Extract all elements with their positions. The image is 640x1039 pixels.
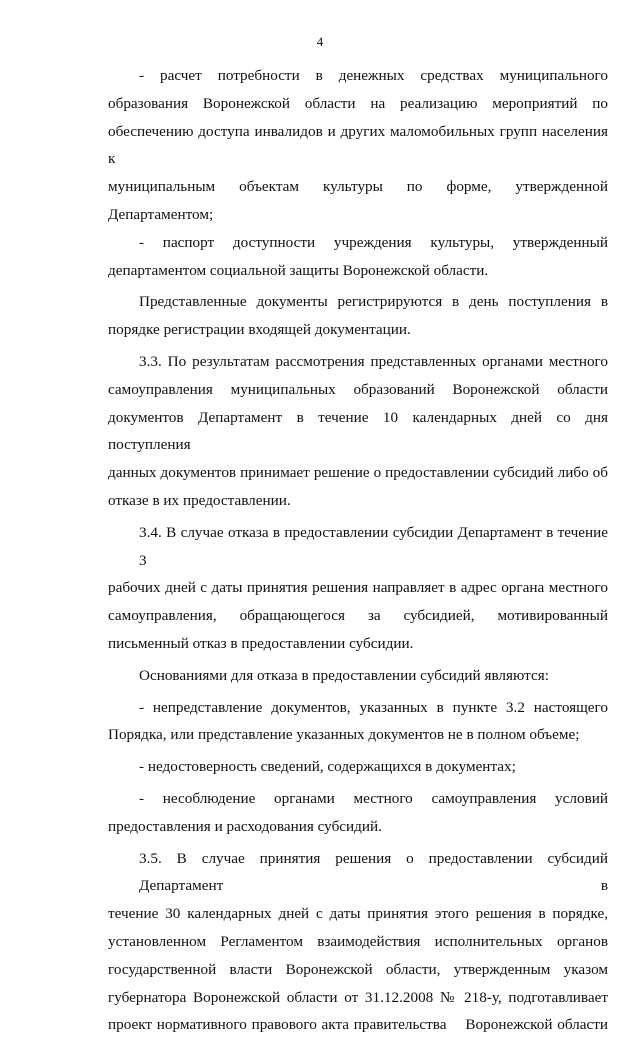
document-body [108,62,608,1039]
text-line: Представленные документы регистрируются в день поступления в [139,293,608,311]
paragraph-3-3 [108,348,608,515]
page-number: 4 [316,34,324,49]
text-line: департаментом социальной защиты Воронежской области. [108,261,489,279]
list-item-non-compliance [108,785,608,841]
text-line: предоставления и расходования субсидий. [108,817,382,835]
list-item-unreliable-info [108,753,608,781]
text-line: Основаниями для отказа в предоставлении субсидий являются: [139,666,549,684]
paragraph-refusal-grounds [108,662,608,690]
text-line: данных документов принимает решение о предоставлении субсидий либо об [108,464,608,482]
list-item-non-submission [108,694,608,750]
text-line: обеспечению доступа инвалидов и других маломобильных групп населения к [108,122,608,168]
text-line: документов Департамент в течение 10 календарных дней со дня поступления [108,408,608,454]
text-line: письменный отказ в предоставлении субсидии. [108,634,414,652]
text-line: - недостоверность сведений, содержащихся в документах; [139,758,516,776]
text-line: 3.3. По результатам рассмотрения представленных органами местного [139,352,608,370]
text-line: муниципальным объектам культуры по форме, утвержденной [108,178,608,196]
list-item-accessibility-passport [108,229,608,285]
text-line: течение 30 календарных дней с даты принятия этого решения в порядке, [108,905,608,923]
text-line: Порядка, или представление указанных документов не в полном объеме; [108,726,580,744]
text-line: - непредставление документов, указанных в пункте 3.2 настоящего [139,698,608,716]
list-item-need-calculation [108,62,608,229]
paragraph-3-4 [108,519,608,658]
text-line: самоуправления муниципальных образований Воронежской области [108,380,608,398]
text-line: самоуправления, обращающегося за субсидией, мотивированный [108,607,608,625]
text-line: порядке регистрации входящей документации. [108,321,411,339]
text-line-content: - расчет потребности в денежных средствах муниципального [139,67,608,84]
text-line: государственной власти Воронежской области, утвержденным указом [108,960,608,978]
paragraph-3-5 [108,845,608,1039]
paragraph-registration [108,288,608,344]
text-line: 3.5. В случае принятия решения о предоставлении субсидий Департамент в [139,849,608,895]
text-line: образования Воронежской области на реализацию мероприятий по [108,94,608,112]
text-line: установленном Регламентом взаимодействия исполнительных органов [108,932,608,950]
text-line: губернатора Воронежской области от 31.12.2008 № 218-у, подготавливает [108,988,608,1006]
text-line [108,62,608,90]
text-line: рабочих дней с даты принятия решения направляет в адрес органа местного [108,579,608,597]
text-line: - паспорт доступности учреждения культуры, утвержденный [139,233,608,251]
text-line: отказе в их предоставлении. [108,491,291,509]
text-line: Департаментом; [108,205,214,223]
text-line: 3.4. В случае отказа в предоставлении субсидии Департамент в течение 3 [139,523,608,569]
text-line: - несоблюдение органами местного самоуправления условий [139,789,608,807]
text-line: проект нормативного правового акта правительства Воронежской области [108,1016,608,1034]
